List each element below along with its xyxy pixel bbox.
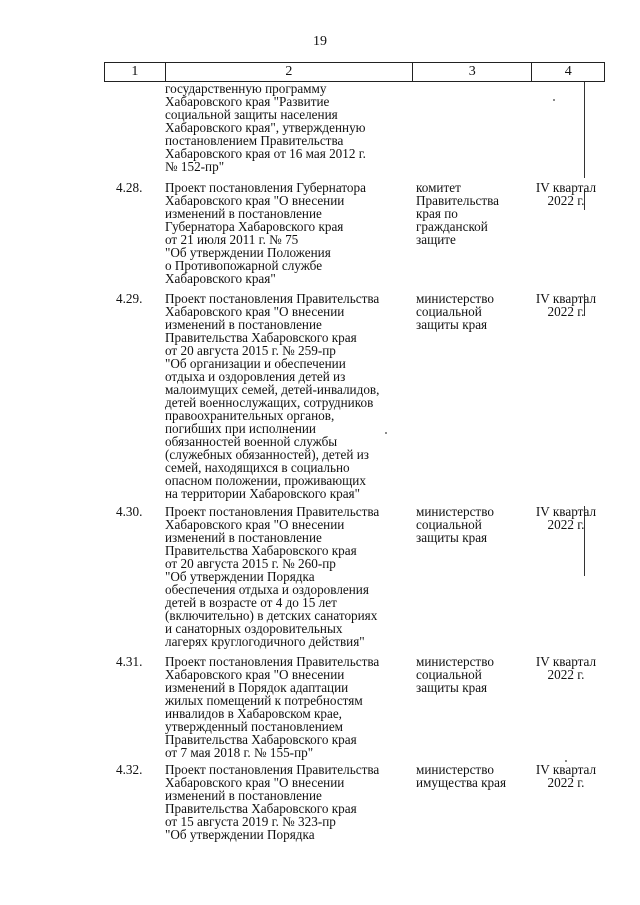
term-line: IV квартал (535, 654, 597, 669)
row-number: 4.29. (116, 291, 143, 306)
description-line: детей в возрасте от 4 до 15 лет (165, 595, 337, 610)
executor-line: края по (416, 206, 458, 221)
term-line: IV квартал (535, 504, 597, 519)
row-description (165, 181, 410, 285)
description-line: на территории Хабаровского края" (165, 486, 360, 501)
executor-line: социальной (416, 304, 482, 319)
description-line: малоимущих семей, детей-инвалидов, (165, 382, 380, 397)
description-line: Правительства Хабаровского края (165, 330, 357, 345)
text-line: социальной защиты населения (165, 107, 338, 122)
description-line: детей военнослужащих, сотрудников (165, 395, 374, 410)
executor-line: комитет (416, 180, 461, 195)
description-line: погибших при исполнении (165, 421, 316, 436)
description-line: обеспечения отдыха и оздоровления (165, 582, 369, 597)
header-col-2: 2 (166, 63, 414, 81)
row-description (165, 292, 410, 500)
description-line: Губернатора Хабаровского края (165, 219, 344, 234)
text-line: государственную программу (165, 81, 327, 96)
page-number: 19 (313, 34, 327, 49)
description-line: правоохранительных органов, (165, 408, 335, 423)
description-line: Проект постановления Правительства (165, 291, 380, 306)
description-line: Проект постановления Правительства (165, 654, 380, 669)
description-line: о Противопожарной службе (165, 258, 323, 273)
description-line: "Об организации и обеспечении (165, 356, 346, 371)
text-line: Хабаровского края", утвержденную (165, 120, 366, 135)
column-rule (584, 82, 585, 178)
text-line: Хабаровского края "Развитие (165, 94, 330, 109)
description-line: Правительства Хабаровского края (165, 732, 357, 747)
header-col-4: 4 (564, 64, 572, 79)
term-line: IV квартал (535, 291, 597, 306)
description-line: обязанностей военной службы (165, 434, 338, 449)
description-line: от 20 августа 2015 г. № 259-пр (165, 343, 336, 358)
description-line: Хабаровского края "О внесении (165, 667, 345, 682)
description-line: Хабаровского края "О внесении (165, 193, 345, 208)
term-line: 2022 г. (547, 775, 585, 790)
executor-line: министерство (416, 504, 494, 519)
description-line: (включительно) в детских санаториях (165, 608, 378, 623)
executor-line: министерство (416, 762, 494, 777)
executor-line: защите (416, 232, 456, 247)
term-line: 2022 г. (547, 517, 585, 532)
description-line: изменений в постановление (165, 317, 322, 332)
row-term (527, 655, 605, 681)
description-line: изменений в постановление (165, 206, 322, 221)
row-description (165, 655, 410, 759)
description-line: Хабаровского края "О внесении (165, 517, 345, 532)
row-number: 4.28. (116, 180, 143, 195)
description-line: семей, находящихся в социально (165, 460, 350, 475)
executor-line: министерство (416, 654, 494, 669)
description-line: "Об утверждении Порядка (165, 827, 315, 842)
description-line: от 7 мая 2018 г. № 155-пр" (165, 745, 314, 760)
table-header (104, 62, 605, 82)
row-term (527, 505, 605, 531)
term-line: IV квартал (535, 180, 597, 195)
description-line: (служебных обязанностей), детей из (165, 447, 370, 462)
description-line: изменений в постановление (165, 530, 322, 545)
description-line: лагерях круглогодичного действия" (165, 634, 365, 649)
description-line: от 21 июля 2011 г. № 75 (165, 232, 299, 247)
row-number: 4.32. (116, 762, 143, 777)
header-col-3: 3 (413, 63, 532, 81)
continuation-text (165, 82, 410, 173)
row-executor (416, 763, 526, 789)
executor-line: защиты края (416, 530, 488, 545)
executor-line: Правительства (416, 193, 499, 208)
executor-line: министерство (416, 291, 494, 306)
description-line: Проект постановления Правительства (165, 504, 380, 519)
description-line: Проект постановления Правительства (165, 762, 380, 777)
row-term (527, 181, 605, 207)
description-line: отдыха и оздоровления детей из (165, 369, 346, 384)
executor-line: защиты края (416, 680, 488, 695)
description-line: от 15 августа 2019 г. № 323-пр (165, 814, 336, 829)
executor-line: социальной (416, 517, 482, 532)
description-line: Хабаровского края" (165, 271, 276, 286)
row-description (165, 763, 410, 841)
row-number: 4.30. (116, 504, 143, 519)
text-line: постановлением Правительства (165, 133, 344, 148)
row-executor (416, 655, 526, 694)
description-line: "Об утверждении Порядка (165, 569, 315, 584)
description-line: и санаторных оздоровительных (165, 621, 343, 636)
term-line: IV квартал (535, 762, 597, 777)
text-line: Хабаровского края от 16 мая 2012 г. (165, 146, 366, 161)
description-line: Правительства Хабаровского края (165, 801, 357, 816)
description-line: утвержденный постановлением (165, 719, 344, 734)
term-line: 2022 г. (547, 667, 585, 682)
term-line: 2022 г. (547, 193, 585, 208)
header-col-1: 1 (105, 63, 166, 81)
description-line: изменений в Порядок адаптации (165, 680, 349, 695)
description-line: Проект постановления Губернатора (165, 180, 366, 195)
row-number: 4.31. (116, 654, 143, 669)
description-line: изменений в постановление (165, 788, 322, 803)
description-line: опасном положении, проживающих (165, 473, 366, 488)
description-line: Хабаровского края "О внесении (165, 775, 345, 790)
row-executor (416, 292, 526, 331)
row-term (527, 292, 605, 318)
row-executor (416, 505, 526, 544)
row-executor (416, 181, 526, 246)
description-line: Хабаровского края "О внесении (165, 304, 345, 319)
description-line: Правительства Хабаровского края (165, 543, 357, 558)
description-line: от 20 августа 2015 г. № 260-пр (165, 556, 336, 571)
executor-line: социальной (416, 667, 482, 682)
scan-speck (553, 99, 555, 101)
description-line: жилых помещений к потребностям (165, 693, 363, 708)
executor-line: защиты края (416, 317, 488, 332)
term-line: 2022 г. (547, 304, 585, 319)
text-line: № 152-пр" (165, 159, 225, 174)
description-line: инвалидов в Хабаровском крае, (165, 706, 342, 721)
row-description (165, 505, 410, 648)
executor-line: гражданской (416, 219, 488, 234)
executor-line: имущества края (416, 775, 507, 790)
description-line: "Об утверждении Положения (165, 245, 331, 260)
row-term (527, 763, 605, 789)
